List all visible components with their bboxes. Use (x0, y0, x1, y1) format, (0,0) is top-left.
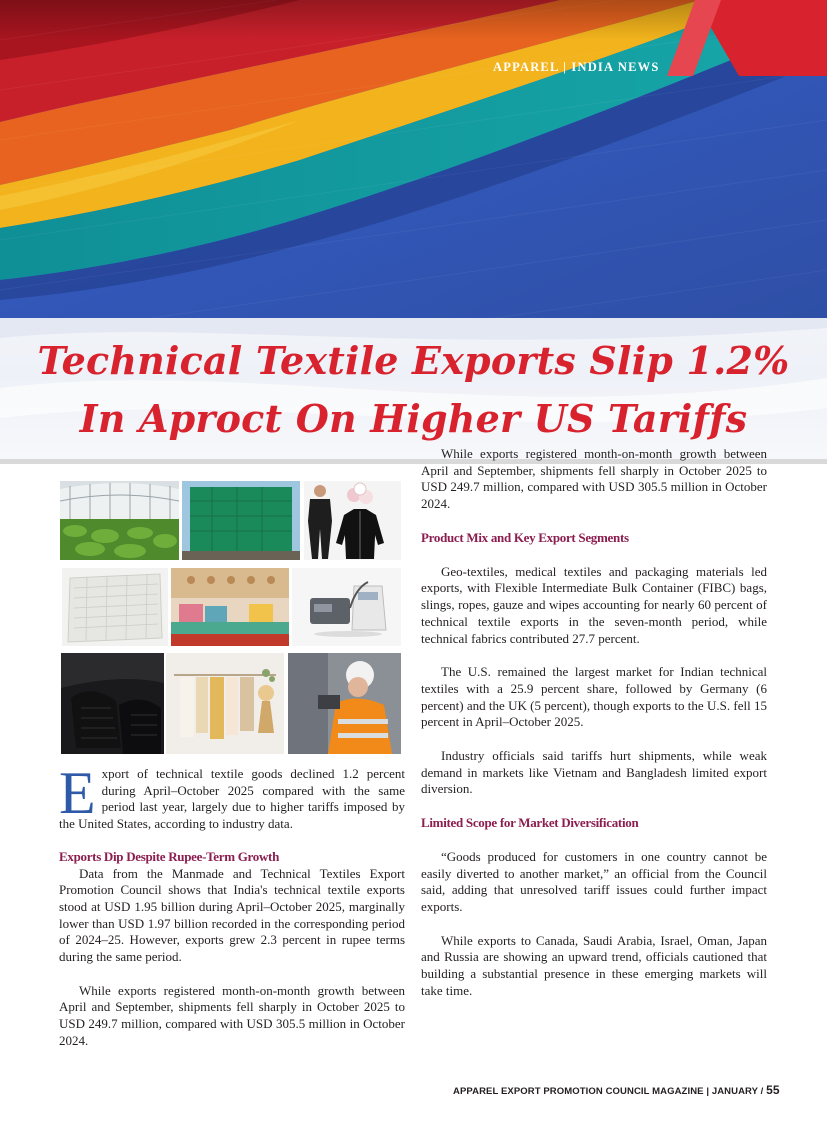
hero-fabric-image (0, 0, 827, 318)
page-footer (453, 1083, 780, 1097)
page-number: 55 (766, 1083, 780, 1097)
body-paragraph: While exports registered month-on-month growth between April and September, shipments fell sharply in October 2025 to USD 249.7 million, compared with USD 305.5 million in October 2024. (59, 982, 405, 1048)
body-paragraph: The U.S. remained the largest market for Indian technical textiles with a 25.9 percent share, followed by Germany (6 percent) and the UK (5 percent), though exports to the U.S. fell 15 percent in April–October 2025. (421, 664, 767, 730)
safety-workwear-photo (288, 653, 401, 754)
headline-line-2: In Aproct On Higher US Tariffs (79, 396, 748, 441)
headline-line-1: Technical Textile Exports Slip 1.2% (37, 338, 790, 383)
body-paragraph: While exports to Canada, Saudi Arabia, Israel, Oman, Japan and Russia are showing an upward trend, officials cautioned that building a substantial presence in these emerging markets will take time. (421, 932, 767, 998)
title-band (0, 318, 827, 460)
body-paragraph: Industry officials said tariffs hurt shipments, while weak demand in markets like Vietnam and Bangladesh limited export diversion. (421, 748, 767, 797)
construction-net-photo (182, 481, 300, 560)
magazine-name: APPAREL EXPORT PROMOTION COUNCIL MAGAZINE | JANUARY / (453, 1086, 764, 1097)
continued-text: While exports registered month-on-month growth between April and September, shipments fell sharply in October 2025 to USD 249.7 million, compared with USD 305.5 million in October 2024. (421, 446, 767, 512)
body-paragraph: Data from the Manmade and Technical Textiles Export Promotion Council shows that India's technical textile exports stood at USD 1.95 billion during April–October 2025, marginally lower than USD 1.97 billion recorded in the corresponding period of 2024–25. However, exports grew 2.3 percent in rupee terms during the same period. (59, 865, 405, 965)
greenhouse-photo (60, 481, 179, 560)
drop-cap: E (59, 760, 96, 826)
body-paragraph-continued (421, 446, 767, 513)
brand-logo-mark (677, 0, 827, 76)
section-heading-limited-scope: Limited Scope for Market Diversification (421, 815, 639, 831)
fiberglass-fabric-photo (62, 568, 168, 646)
apparel-products-photo (304, 481, 401, 560)
medical-device-photo (292, 568, 401, 646)
body-paragraph: “Goods produced for customers in one country cannot be easily diverted to another market,” an official from the Council said, adding that unresolved tariff issues could further impact exports. (421, 848, 767, 914)
section-tag: APPAREL | INDIA NEWS (493, 60, 660, 74)
article-right-column (421, 446, 767, 999)
lead-text: xport of technical textile goods declined 1.2 percent during April–October 2025 compared with the same period last year, largely due to higher tariffs imposed by the United States, according to industry data. (59, 766, 405, 832)
lead-paragraph (59, 760, 405, 833)
section-heading-exports-dip: Exports Dip Despite Rupee-Term Growth (59, 848, 280, 864)
article-headline (0, 332, 827, 448)
clothing-rack-photo (166, 653, 284, 754)
article-left-column (59, 760, 405, 1048)
body-paragraph: Geo-textiles, medical textiles and packaging materials led exports, with Flexible Intermediate Bulk Container (FIBC) bags, slings, ropes, gauze and wipes accounting for nearly 60 percent of technical textile exports in the seven-month period, while technical fabrics contributed 27.7 percent. (421, 563, 767, 646)
car-interior-photo (61, 653, 164, 754)
section-heading-product-mix: Product Mix and Key Export Segments (421, 530, 629, 545)
home-furnishing-photo (171, 568, 289, 646)
